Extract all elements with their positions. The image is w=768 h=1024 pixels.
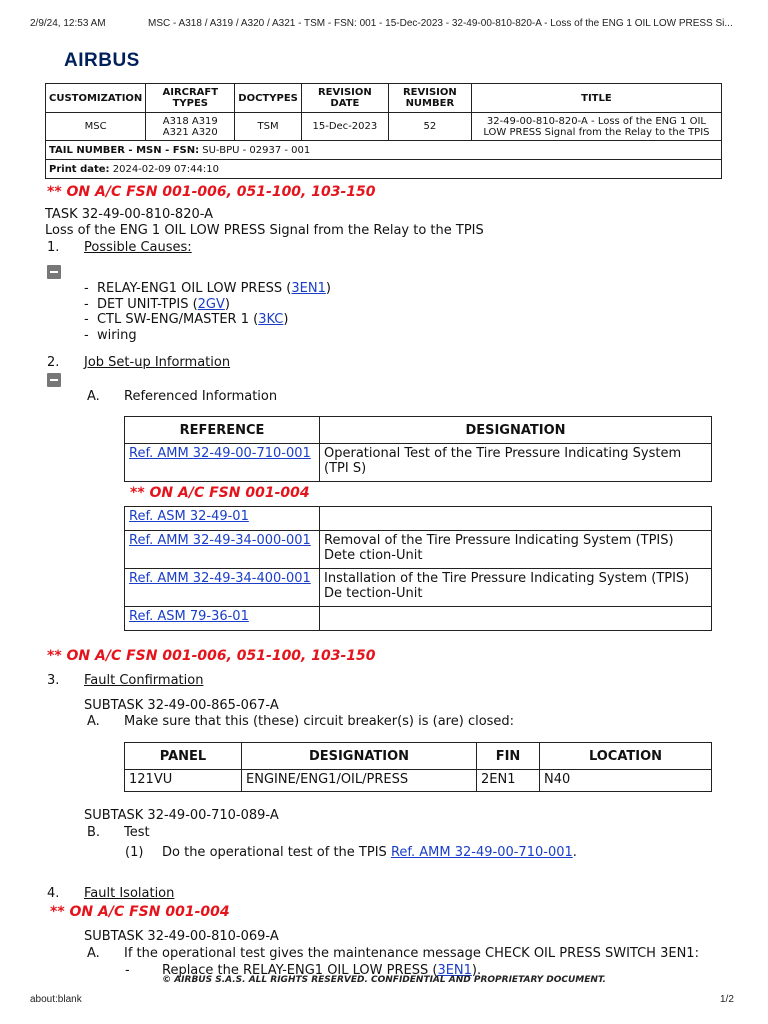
substep-dash: - [125,963,130,978]
cause-item [84,297,230,312]
meta-title: 32-49-00-810-820-A - Loss of the ENG 1 OIL LOW PRESS Signal from the Relay to the TPIS [471,113,721,141]
ref-link[interactable]: Ref. AMM 32-49-00-710-001 [129,446,311,461]
cause-dash: - [84,297,89,312]
cause-text: RELAY-ENG1 OIL LOW PRESS ( [96,281,292,296]
meta-header-aircraft-types: AIRCRAFT TYPES [146,84,235,113]
designation-cell [320,607,712,631]
step-letter: B. [87,825,101,840]
task-title: Loss of the ENG 1 OIL LOW PRESS Signal from the Relay to the TPIS [45,223,484,238]
meta-revision-date: 15-Dec-2023 [301,113,388,141]
designation-cell: Installation of the Tire Pressure Indicating System (TPIS) De tection-Unit [320,569,712,607]
ref-link[interactable]: Ref. AMM 32-49-34-000-001 [129,533,311,548]
task-id: TASK 32-49-00-810-820-A [45,207,214,222]
meta-header-customization: CUSTOMIZATION [46,84,146,113]
cause-dash: - [84,281,89,296]
section-number: 2. [47,355,60,370]
subtask-id: SUBTASK 32-49-00-710-089-A [84,808,279,823]
substep-text [162,845,577,860]
print-page-title: MSC - A318 / A319 / A320 / A321 - TSM - FSN: 001 - 15-Dec-2023 - 32-49-00-810-820-A - Loss of the ENG 1 OIL LOW PRESS Si... [148,18,733,29]
ref-link[interactable]: Ref. ASM 32-49-01 [129,509,249,524]
meta-aircraft-types: A318 A319 A321 A320 [146,113,235,141]
meta-doctype: TSM [235,113,302,141]
cause-dash: - [84,328,89,343]
cb-panel: 121VU [125,770,242,792]
print-date-row [46,160,722,179]
circuit-breaker-table [124,742,712,792]
cb-fin: 2EN1 [477,770,540,792]
effectivity-note: ** ON A/C FSN 001-006, 051-100, 103-150 [47,184,376,200]
airbus-logo: AIRBUS [64,50,140,71]
cb-designation: ENGINE/ENG1/OIL/PRESS [242,770,477,792]
effectivity-note: ** ON A/C FSN 001-004 [50,904,230,920]
meta-revision-number: 52 [388,113,471,141]
step-letter: A. [87,714,100,729]
meta-header-title: TITLE [471,84,721,113]
effectivity-note: ** ON A/C FSN 001-004 [130,485,310,501]
tail-value: SU-BPU - 02937 - 001 [202,144,311,156]
designation-cell: Removal of the Tire Pressure Indicating System (TPIS) Dete ction-Unit [320,531,712,569]
section-number: 1. [47,240,60,255]
cb-header-location: LOCATION [540,743,712,770]
cause-close: ) [224,297,230,312]
designation-cell: Operational Test of the Tire Pressure Indicating System (TPI S) [320,444,712,482]
cause-item [84,281,331,296]
step-letter: A. [87,946,100,961]
collapse-toggle-icon[interactable] [47,373,61,387]
substep-body: Replace the RELAY-ENG1 OIL LOW PRESS ( [162,963,438,978]
referenced-info-table-2 [124,506,712,631]
print-date-value: 2024-02-09 07:44:10 [112,163,219,175]
meta-customization: MSC [46,113,146,141]
meta-header-revision-number: REVISION NUMBER [388,84,471,113]
cause-dash: - [84,312,89,327]
meta-header-revision-date: REVISION DATE [301,84,388,113]
section-title-fault-isolation: Fault Isolation [84,886,175,901]
cb-header-panel: PANEL [125,743,242,770]
ref-cell [125,569,320,607]
ref-cell [125,531,320,569]
referenced-info-table [124,416,712,482]
copyright-notice: © AIRBUS S.A.S. ALL RIGHTS RESERVED. CONFIDENTIAL AND PROPRIETARY DOCUMENT. [162,975,606,985]
substep-number: (1) [125,845,144,860]
tail-number-row [46,141,722,160]
section-number: 3. [47,673,60,688]
cb-location: N40 [540,770,712,792]
cause-link[interactable]: 3KC [258,312,284,327]
subsection-title-referenced-information: Referenced Information [124,389,278,404]
cb-header-designation: DESIGNATION [242,743,477,770]
cause-item [84,312,288,327]
subtask-id: SUBTASK 32-49-00-810-069-A [84,929,279,944]
step-text: Make sure that this (these) circuit breaker(s) is (are) closed: [124,714,515,729]
substep-end: . [572,845,577,860]
ref-header-reference: REFERENCE [125,417,320,444]
step-text: Test [124,825,150,840]
section-title-job-setup: Job Set-up Information [84,355,231,370]
section-title-possible-causes: Possible Causes: [84,240,192,255]
tail-label: TAIL NUMBER - MSN - FSN: [49,144,200,156]
cause-text: DET UNIT-TPIS ( [96,297,198,312]
cause-item [84,328,137,343]
print-url: about:blank [30,994,82,1005]
cause-close: ) [283,312,289,327]
effectivity-note: ** ON A/C FSN 001-006, 051-100, 103-150 [47,648,376,664]
print-page-number: 1/2 [720,994,734,1005]
subsection-letter: A. [87,389,100,404]
section-number: 4. [47,886,60,901]
ref-cell [125,607,320,631]
cause-link[interactable]: 3EN1 [291,281,326,296]
collapse-toggle-icon[interactable] [47,265,61,279]
print-datetime: 2/9/24, 12:53 AM [30,18,106,29]
cause-close: ) [325,281,331,296]
substep-body: Do the operational test of the TPIS [162,845,387,860]
ref-cell [125,507,320,531]
ref-link[interactable]: 3EN1 [437,963,472,978]
section-title-fault-confirmation: Fault Confirmation [84,673,204,688]
ref-link[interactable]: Ref. AMM 32-49-00-710-001 [390,845,573,860]
meta-header-doctypes: DOCTYPES [235,84,302,113]
ref-link[interactable]: Ref. AMM 32-49-34-400-001 [129,571,311,586]
ref-cell [125,444,320,482]
ref-link[interactable]: Ref. ASM 79-36-01 [129,609,249,624]
step-text: If the operational test gives the maintenance message CHECK OIL PRESS SWITCH 3EN1: [124,946,699,961]
cause-text: wiring [96,328,137,343]
print-date-label: Print date: [49,163,110,175]
subtask-id: SUBTASK 32-49-00-865-067-A [84,698,279,713]
substep-end: ). [471,963,482,978]
designation-cell [320,507,712,531]
ref-header-designation: DESIGNATION [320,417,712,444]
cb-header-fin: FIN [477,743,540,770]
cause-text: CTL SW-ENG/MASTER 1 ( [96,312,259,327]
cause-link[interactable]: 2GV [197,297,225,312]
document-metadata-table [45,83,722,179]
